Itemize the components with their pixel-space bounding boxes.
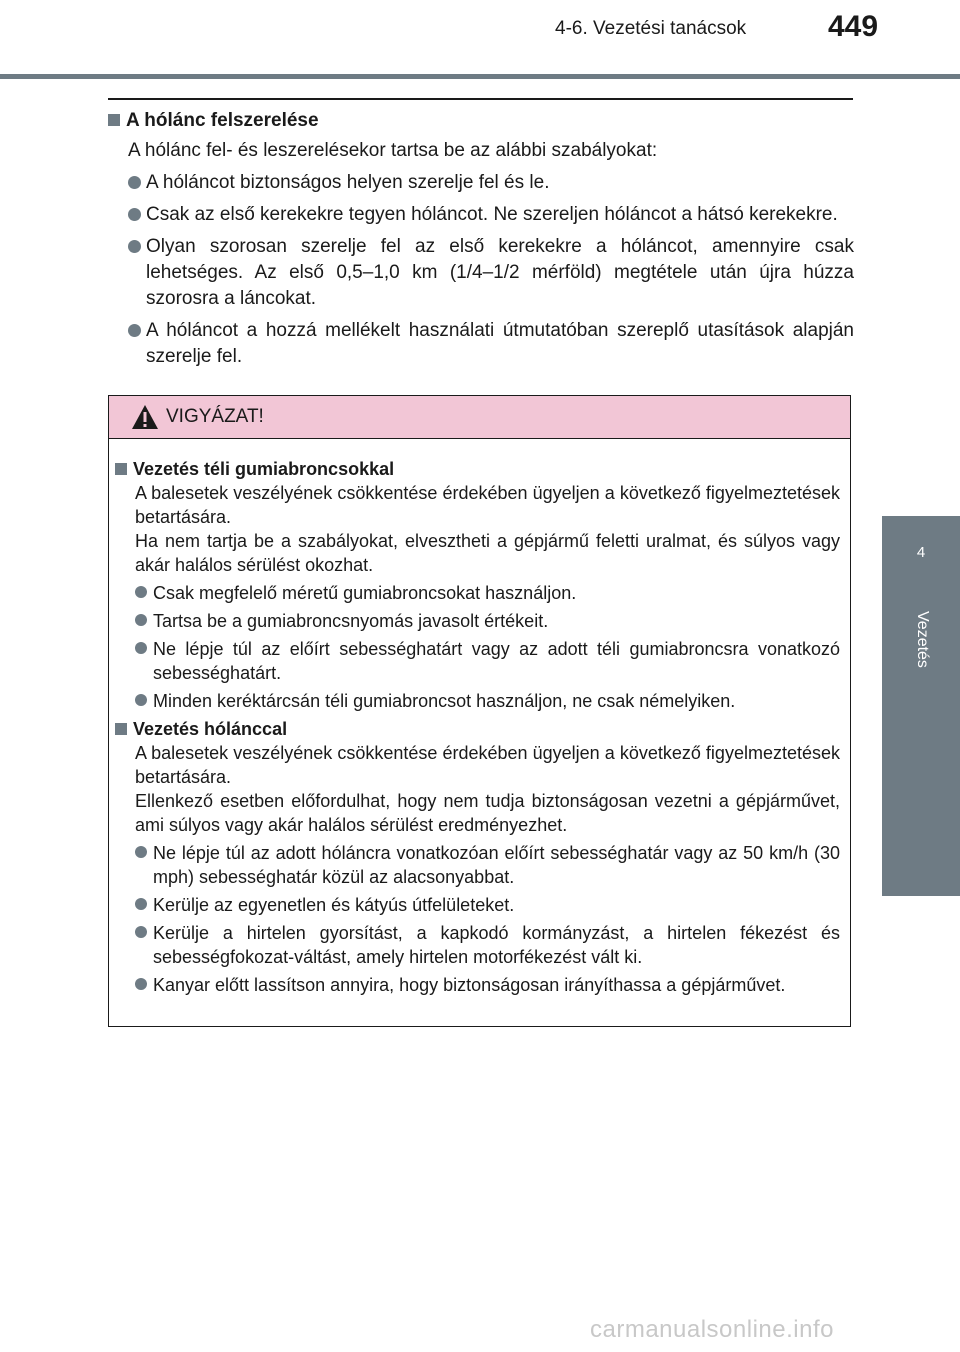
warning-paragraph: Ha nem tartja be a szabályokat, elvesztheti a gépjármű feletti uralmat, és súlyos vagy akár halálos sérülést okozhat. (135, 531, 840, 575)
circle-bullet-icon (128, 240, 141, 253)
circle-bullet-icon (135, 926, 147, 938)
list-item: Csak az első kerekekre tegyen hóláncot. Ne szereljen hóláncot a hátsó kerekekre. (108, 202, 854, 228)
top-rule (108, 98, 853, 100)
circle-bullet-icon (135, 846, 147, 858)
watermark: carmanualsonline.info (590, 1316, 834, 1343)
header-band (0, 74, 960, 79)
list-item: Csak megfelelő méretű gumiabroncsokat használjon. (115, 581, 840, 605)
list-item: Tartsa be a gumiabroncsnyomás javasolt értékeit. (115, 609, 840, 633)
warning-subheading: Vezetés hólánccal (115, 717, 840, 741)
list-item: Kerülje a hirtelen gyorsítást, a kapkodó kormányzást, a hirtelen fékezést és sebességfokozat-váltást, amely hirtelen motorfékezést vált ki. (115, 921, 840, 969)
page-number: 449 (828, 10, 879, 43)
warning-header (109, 396, 850, 439)
list-item: A hóláncot a hozzá mellékelt használati útmutatóban szereplő utasítások alapján szerelje fel. (108, 318, 854, 370)
circle-bullet-icon (135, 586, 147, 598)
circle-bullet-icon (135, 694, 147, 706)
chapter-label: Vezetés (914, 611, 931, 668)
chapter-number: 4 (916, 544, 926, 561)
header-section-title: 4-6. Vezetési tanácsok (555, 18, 747, 39)
list-item: Kanyar előtt lassítson annyira, hogy biztonságosan irányíthassa a gépjárművet. (115, 973, 840, 997)
circle-bullet-icon (128, 176, 141, 189)
warning-paragraph: A balesetek veszélyének csökkentése érdekében ügyeljen a következő figyelmeztetések betartására. (135, 483, 840, 527)
circle-bullet-icon (128, 208, 141, 221)
list-item: Olyan szorosan szerelje fel az első kerekekre a hóláncot, amennyire csak lehetséges. Az első 0,5–1,0 km (1/4–1/2 mérföld) megtétele után újra húzza szorosra a láncokat. (108, 234, 854, 312)
circle-bullet-icon (135, 898, 147, 910)
snow-chain-section (108, 108, 854, 370)
warning-paragraph: Ellenkező esetben előfordulhat, hogy nem tudja biztonságosan vezetni a gépjárművet, ami súlyos vagy akár halálos sérülést eredményezhet. (135, 791, 840, 835)
section-heading: A hólánc felszerelése (108, 108, 854, 134)
circle-bullet-icon (128, 324, 141, 337)
chapter-side-tab (882, 516, 960, 896)
circle-bullet-icon (135, 614, 147, 626)
warning-paragraph: A balesetek veszélyének csökkentése érdekében ügyeljen a következő figyelmeztetések betartására. (135, 743, 840, 787)
warning-box (108, 395, 851, 1027)
warning-title: VIGYÁZAT! (166, 406, 264, 427)
square-bullet-icon (115, 463, 127, 475)
warning-subheading: Vezetés téli gumiabroncsokkal (115, 457, 840, 481)
list-item: Ne lépje túl az előírt sebességhatárt vagy az adott téli gumiabroncsra vonatkozó sebességhatárt. (115, 637, 840, 685)
list-item: Kerülje az egyenetlen és kátyús útfelületeket. (115, 893, 840, 917)
square-bullet-icon (108, 114, 120, 126)
warning-triangle-icon (131, 404, 159, 430)
section-intro: A hólánc fel- és leszerelésekor tartsa be az alábbi szabályokat: (128, 140, 658, 161)
circle-bullet-icon (135, 978, 147, 990)
circle-bullet-icon (135, 642, 147, 654)
list-item: Minden keréktárcsán téli gumiabroncsot használjon, ne csak némelyiken. (115, 689, 840, 713)
list-item: Ne lépje túl az adott hóláncra vonatkozóan előírt sebességhatár vagy az 50 km/h (30 mph) sebességhatár közül az alacsonyabbat. (115, 841, 840, 889)
square-bullet-icon (115, 723, 127, 735)
warning-body (109, 439, 850, 997)
list-item: A hóláncot biztonságos helyen szerelje fel és le. (108, 170, 854, 196)
